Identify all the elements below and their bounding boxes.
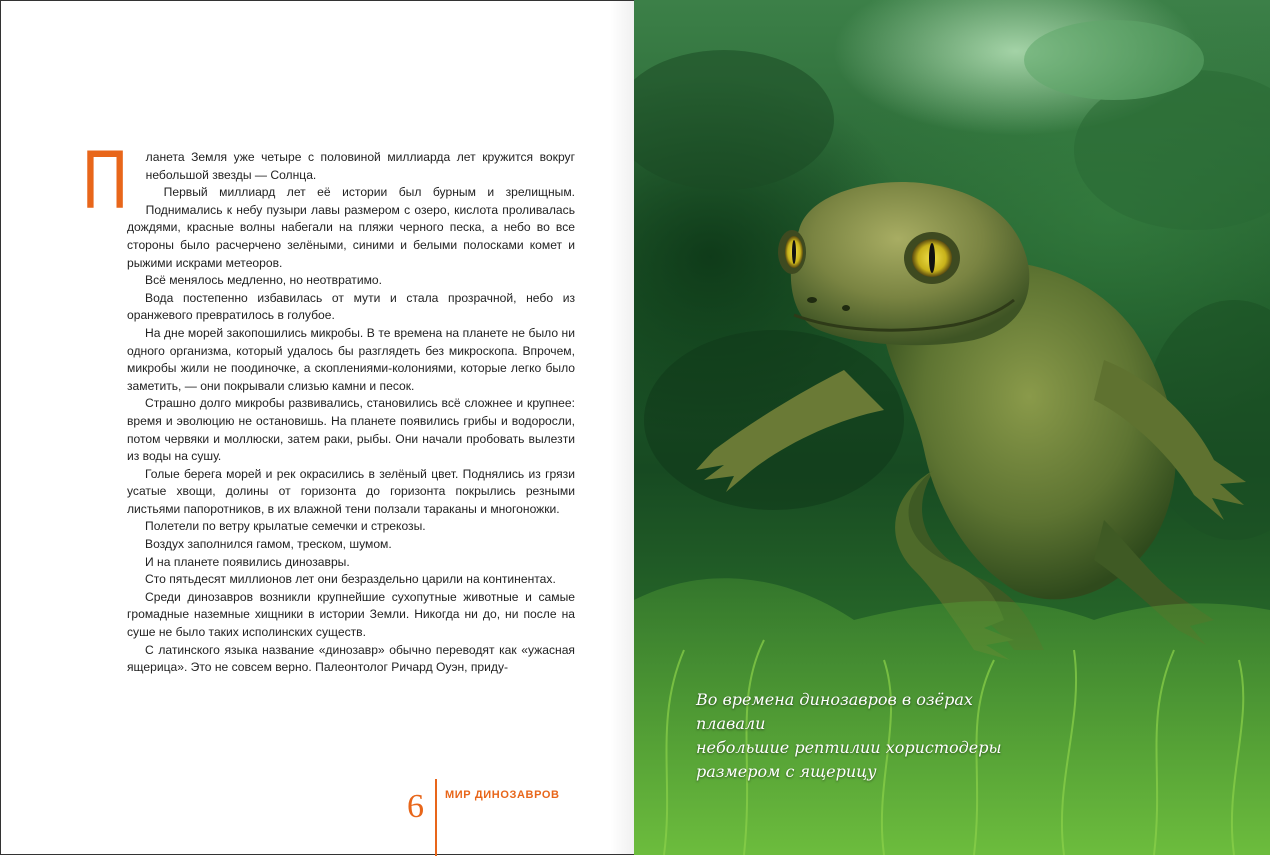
paragraph-12: Среди динозавров возникли крупнейшие сухопутные животные и самые громадные наземные хищники в истории Земли. Никогда ни до, ни после на суше не было таких исполинских существ. — [127, 589, 575, 640]
paragraph-5: На дне морей закопошились микробы. В те времена на планете не было ни одного организма, который удалось бы разглядеть без микроскопа. Впрочем, микробы жили не поодиночке, а скоплениями-колониями, которые легко было заметить, — они покрывали слизью камни и песок. — [127, 325, 575, 393]
left-page — [0, 0, 634, 855]
caption-line-1: Во времена динозавров в озёрах плавали — [696, 690, 973, 733]
paragraph-9: Воздух заполнился гамом, треском, шумом. — [145, 537, 392, 552]
gutter-shadow — [610, 1, 634, 854]
article-text — [81, 137, 575, 677]
page-number: 6 — [407, 788, 424, 825]
paragraph-10: И на планете появились динозавры. — [145, 554, 350, 569]
lizard-eye-left — [778, 230, 806, 274]
lizard-eye-right — [904, 232, 960, 284]
paragraph-1-text: ланета Земля уже четыре с половиной миллиарда лет кружится вокруг небольшой звезды — Солнца. — [145, 150, 575, 182]
running-section-title: МИР ДИНОЗАВРОВ — [445, 789, 560, 801]
paragraph-8: Полетели по ветру крылатые семечки и стрекозы. — [145, 519, 426, 534]
illustration-caption — [696, 688, 1026, 784]
paragraph-13: С латинского языка название «динозавр» обычно переводят как «ужасная ящерица». Это не совсем верно. Палеонтолог Ричард Оуэн, приду- — [127, 642, 575, 675]
paragraph-6: Страшно долго микробы развивались, становились всё сложнее и крупнее: время и эволюцию не остановишь. На планете появились грибы и водоросли, потом червяки и моллюски, затем раки, рыбы. Они начали пробовать вылезти из воды на сушу. — [127, 396, 575, 464]
paragraph-4: Вода постепенно избавилась от мути и стала прозрачной, небо из оранжевого превратилось в голубое. — [127, 290, 575, 323]
paragraph-1 — [81, 137, 575, 227]
paragraph-3: Всё менялось медленно, но неотвратимо. — [145, 273, 382, 288]
caption-line-2: небольшие рептилии хористодеры — [696, 738, 1002, 757]
paragraph-7: Голые берега морей и рек окрасились в зелёный цвет. Поднялись из грязи усатые хвощи, долины от горизонта до горизонта покрылись резными листьями папоротников, в их влажной тени ползали тараканы и многоножки. — [127, 466, 575, 516]
drop-cap: П — [81, 137, 130, 227]
footer-divider — [435, 779, 437, 856]
caption-line-3: размером с ящерицу — [696, 762, 877, 781]
right-page-illustration — [634, 0, 1270, 855]
paragraph-11: Сто пятьдесят миллионов лет они безраздельно царили на континентах. — [145, 572, 556, 587]
paragraph-2: Первый миллиард лет её истории был бурным и зрелищным. Поднимались к небу пузыри лавы размером с озеро, кислота проливалась дождями, красные волны набегали на пляжи черного песка, а небо во все стороны было расчерчено зелёными, синими и белыми полосками комет и рыжими искрами метеоров. — [127, 185, 575, 270]
